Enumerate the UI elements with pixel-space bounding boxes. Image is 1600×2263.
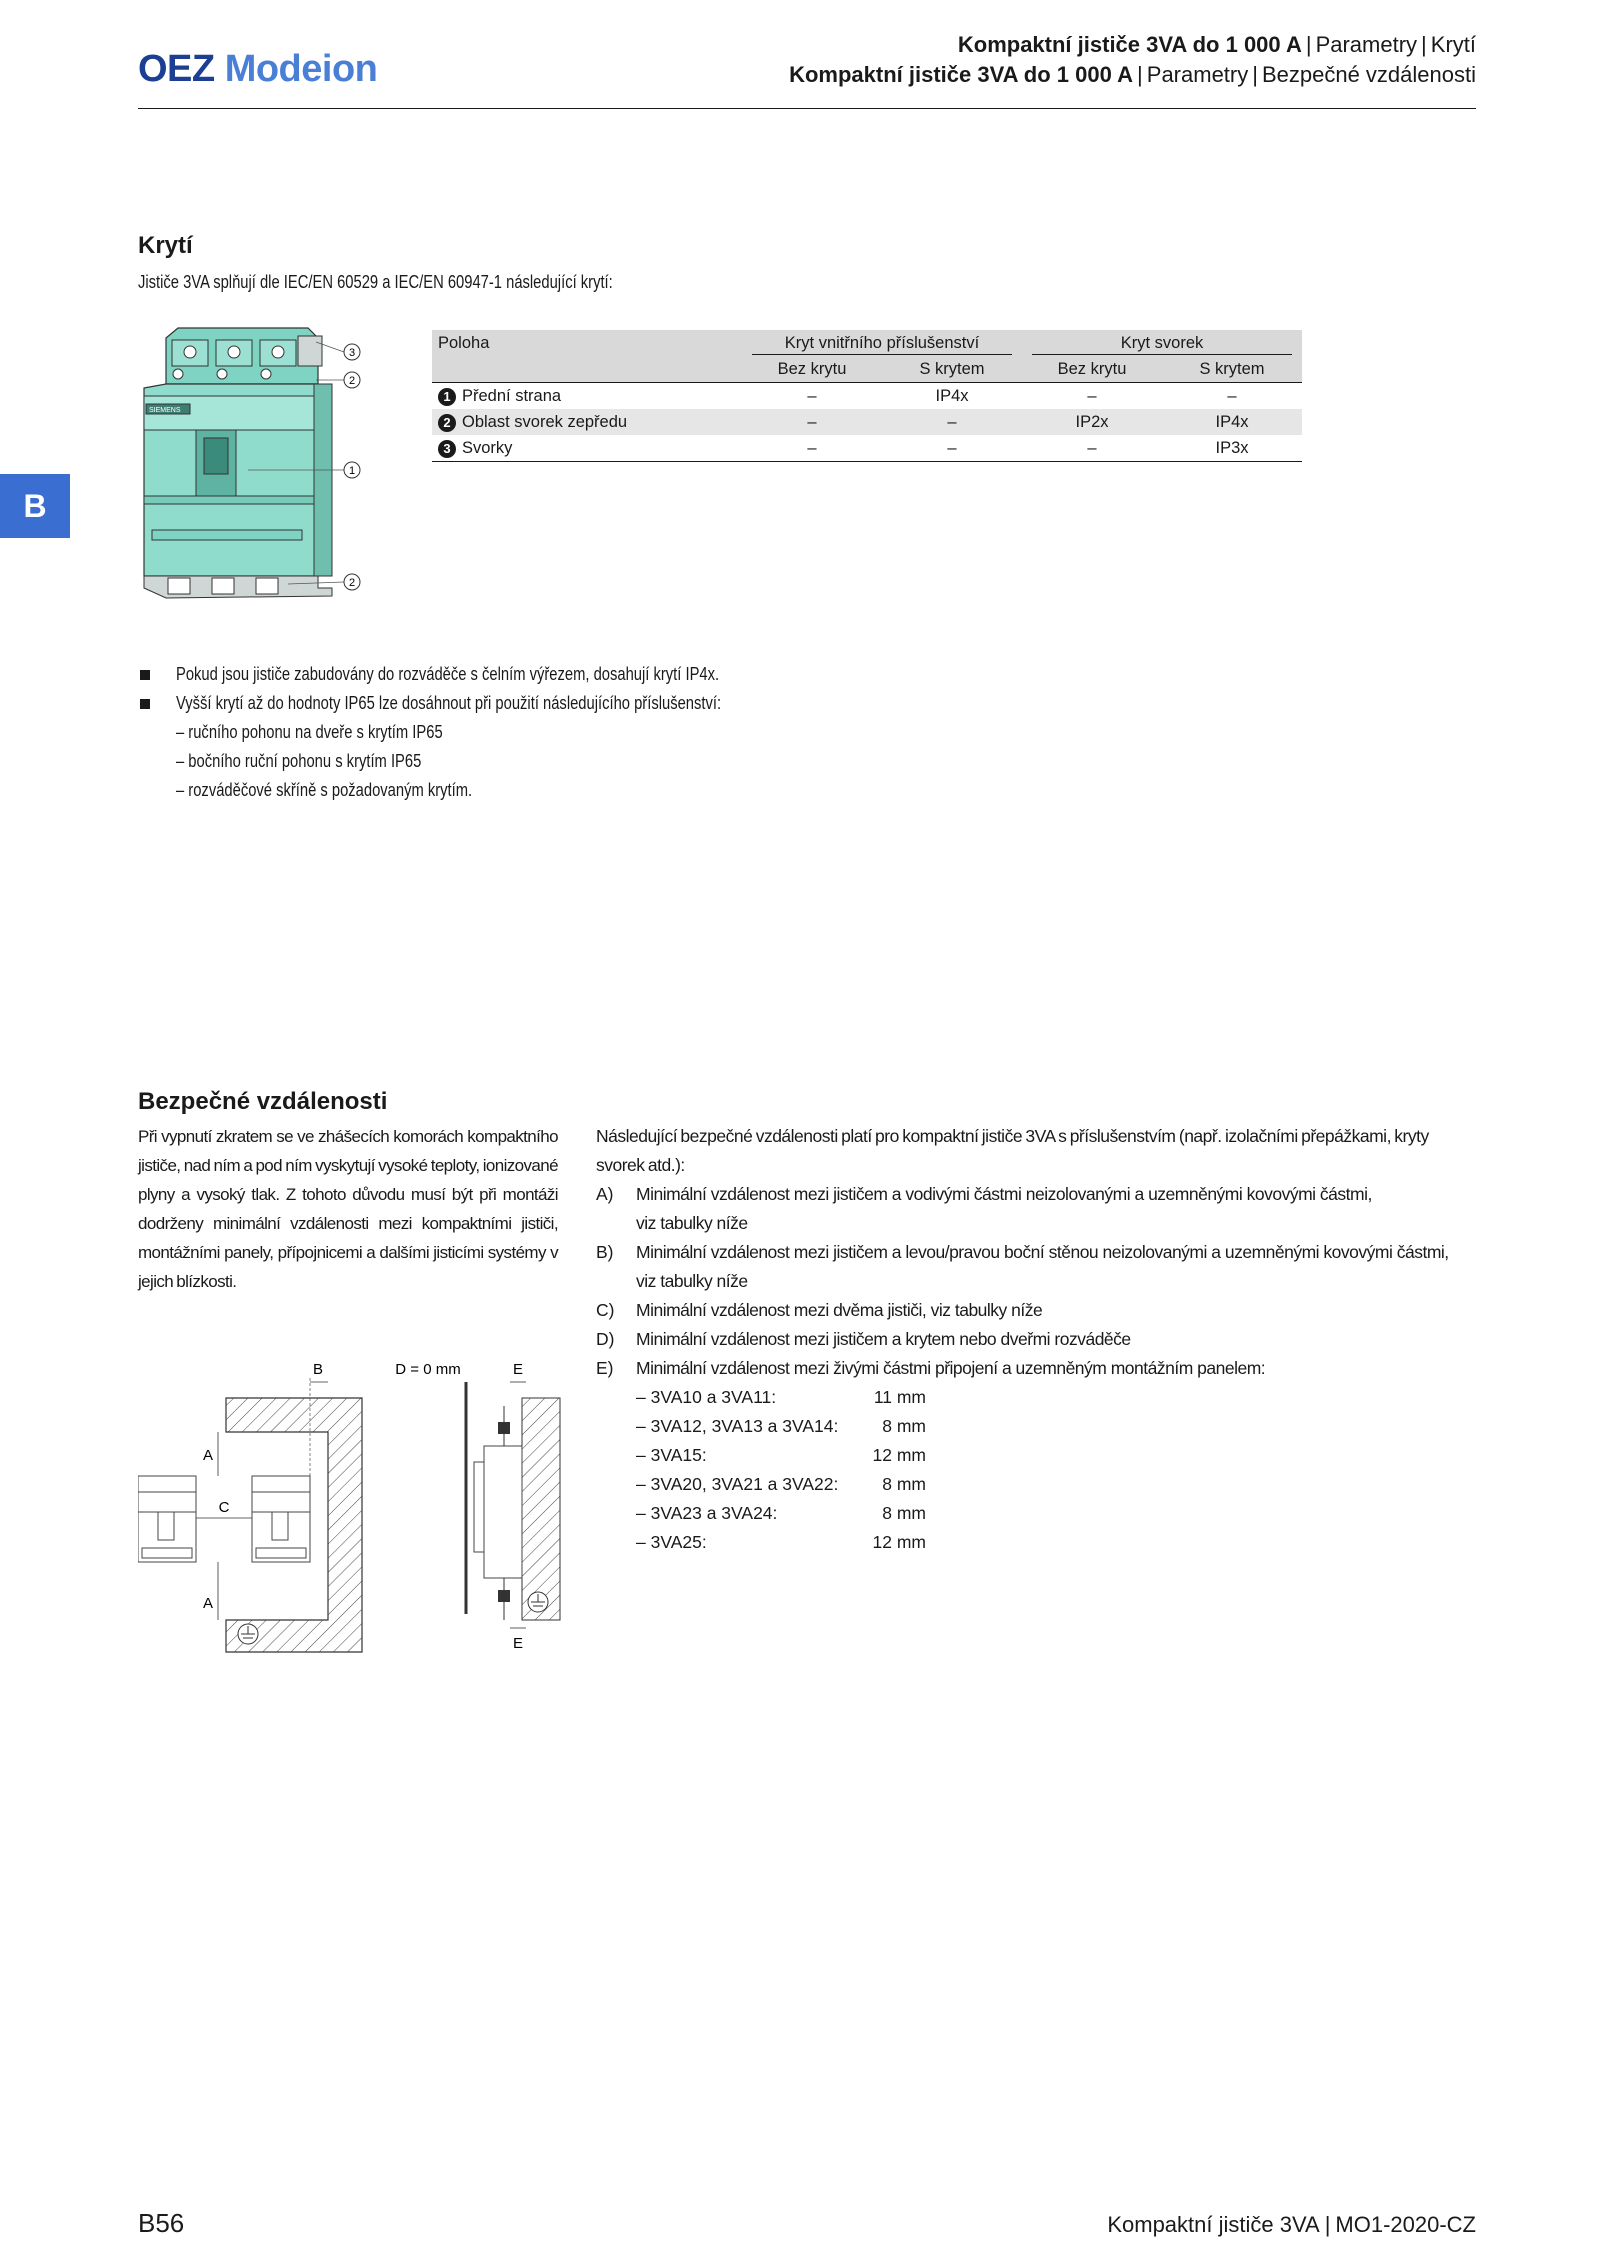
table-cell: IP2x — [1075, 412, 1109, 431]
table-header-row-1 — [432, 330, 1302, 356]
callout-1: 1 — [348, 465, 356, 477]
distances-left-paragraph: Při vypnutí zkratem se ve zhášecích komorách kompaktního jističe, nad ním a pod ním vyskytují vysoké teploty, ionizované plyny a vysoký tlak. Z tohoto důvodu musí být při montáži dodrženy minimální vzdálenosti mezi kompaktními jističi, montážními panely, přípojnicemi a dalšími jisticími systémy v jejich blízkosti. — [138, 1127, 558, 1291]
table-cell: – — [807, 386, 817, 405]
sub-header: S krytem — [1199, 359, 1265, 378]
list-item: B) Minimální vzdálenost mezi jističem a levou/pravou boční stěnou neizolovanými a uzemněnými kovovými částmi, viz tabulky níže — [596, 1242, 1449, 1291]
distance-row: – 3VA23 a 3VA24: 8 mm — [636, 1503, 926, 1523]
bullet-item: Vyšší krytí až do hodnoty IP65 lze dosáhnout při použití následujícího příslušenství: — [138, 689, 1538, 718]
table-cell: – — [947, 438, 957, 457]
distance-row: – 3VA20, 3VA21 a 3VA22: 8 mm — [636, 1474, 926, 1494]
header-2-section: Parametry — [1146, 62, 1249, 87]
row-number: 3 — [438, 440, 456, 458]
callout-2-bottom: 2 — [348, 577, 356, 589]
sub-header: Bez krytu — [1057, 359, 1127, 378]
sub-header: S krytem — [919, 359, 985, 378]
dim-label-c: C — [218, 1499, 230, 1516]
list-item: A) Minimální vzdálenost mezi jističem a vodivými částmi neizolovanými a uzemněnými kovovými částmi, viz tabulky níže — [596, 1184, 1372, 1233]
kryti-bullets — [138, 660, 1538, 805]
distances-intro: Následující bezpečné vzdálenosti platí pro kompaktní jističe 3VA s příslušenstvím (např. izolačními přepážkami, kryty svorek atd.): — [596, 1126, 1429, 1175]
footer-doc-title: Kompaktní jističe 3VA — [1107, 2212, 1320, 2237]
header-line-2: Kompaktní jističe 3VA do 1 000 A | Parametry | Bezpečné vzdálenosti — [789, 62, 1476, 87]
table-cell: – — [1087, 386, 1097, 405]
figure-brand-label: SIEMENS — [149, 407, 181, 414]
distance-row: – 3VA10 a 3VA11: 11 mm — [636, 1387, 926, 1407]
callout-3: 3 — [348, 347, 356, 359]
list-item: E) Minimální vzdálenost mezi živými částmi připojení a uzemněným montážním panelem: — [596, 1358, 1266, 1378]
header-rule — [138, 108, 1476, 109]
table-cell: – — [807, 412, 817, 431]
table-row — [432, 383, 1302, 410]
sub-item: – bočního ruční pohonu s krytím IP65 — [176, 751, 422, 771]
row-label: Přední strana — [462, 386, 562, 405]
table-cell: IP4x — [1215, 412, 1249, 431]
breaker-protection-figure — [138, 326, 370, 602]
dim-label-d: D = 0 mm — [395, 1361, 461, 1378]
chapter-tab: B — [0, 474, 70, 538]
section-title-kryti: Krytí — [138, 232, 193, 259]
dim-label-e-top: E — [512, 1361, 524, 1378]
dim-label-e-bottom: E — [512, 1635, 524, 1652]
header-1-title: Kompaktní jističe 3VA do 1 000 A — [957, 32, 1302, 57]
kryti-intro: Jističe 3VA splňují dle IEC/EN 60529 a IEC/EN 60947-1 následující krytí: — [138, 272, 613, 292]
table-cell: IP4x — [935, 386, 969, 405]
distance-table — [596, 1383, 1476, 1557]
sub-item: – rozváděčové skříně s požadovaným krytím. — [176, 780, 473, 800]
bullet-item: Pokud jsou jističe zabudovány do rozváděče s čelním výřezem, dosahují krytí IP4x. — [138, 660, 1538, 689]
header-line-1: Kompaktní jističe 3VA do 1 000 A | Parametry | Krytí — [957, 32, 1476, 57]
distances-right-column — [596, 1122, 1476, 1557]
dim-label-a-top: A — [202, 1447, 214, 1464]
row-label: Svorky — [462, 438, 513, 457]
col-poloha: Poloha — [438, 333, 490, 352]
section-title-distances: Bezpečné vzdálenosti — [138, 1088, 388, 1115]
footer-doc-code: MO1-2020-CZ — [1335, 2212, 1476, 2237]
col-group-internal: Kryt vnitřního příslušenství — [742, 330, 1022, 356]
table-cell: – — [1227, 386, 1237, 405]
table-cell: – — [807, 438, 817, 457]
list-item: C) Minimální vzdálenost mezi dvěma jističi, viz tabulky níže — [596, 1300, 1043, 1320]
table-row — [432, 409, 1302, 435]
sub-header: Bez krytu — [777, 359, 847, 378]
header-1-topic: Krytí — [1430, 32, 1476, 57]
header-1-section: Parametry — [1315, 32, 1418, 57]
table-cell: – — [947, 412, 957, 431]
table-cell: – — [1087, 438, 1097, 457]
brand-logo — [138, 48, 377, 91]
protection-table — [432, 330, 1302, 462]
header-2-topic: Bezpečné vzdálenosti — [1261, 62, 1476, 87]
dim-label-b: B — [312, 1361, 324, 1378]
header-2-title: Kompaktní jističe 3VA do 1 000 A — [789, 62, 1134, 87]
row-label: Oblast svorek zepředu — [462, 412, 628, 431]
dim-label-a-bottom: A — [202, 1595, 214, 1612]
safety-distance-diagram — [138, 1352, 568, 1660]
distance-row: – 3VA25: 12 mm — [636, 1532, 926, 1552]
table-cell: IP3x — [1215, 438, 1249, 457]
table-header-row-2 — [432, 356, 1302, 383]
sub-item: – ručního pohonu na dveře s krytím IP65 — [176, 722, 443, 742]
logo-modeion: Modeion — [224, 48, 378, 90]
protection-table-wrap — [432, 330, 1302, 462]
table-row — [432, 435, 1302, 462]
logo-oez: OEZ — [138, 48, 215, 90]
list-item: D) Minimální vzdálenost mezi jističem a krytem nebo dveřmi rozváděče — [596, 1329, 1131, 1349]
distance-row: – 3VA15: 12 mm — [636, 1445, 926, 1465]
col-group-terminal: Kryt svorek — [1022, 330, 1302, 356]
callout-2-top: 2 — [348, 375, 356, 387]
row-number: 1 — [438, 388, 456, 406]
row-number: 2 — [438, 414, 456, 432]
footer-doc-info: Kompaktní jističe 3VA | MO1-2020-CZ — [1107, 2212, 1476, 2237]
distance-row: – 3VA12, 3VA13 a 3VA14: 8 mm — [636, 1416, 926, 1436]
page-number: B56 — [138, 2208, 185, 2238]
